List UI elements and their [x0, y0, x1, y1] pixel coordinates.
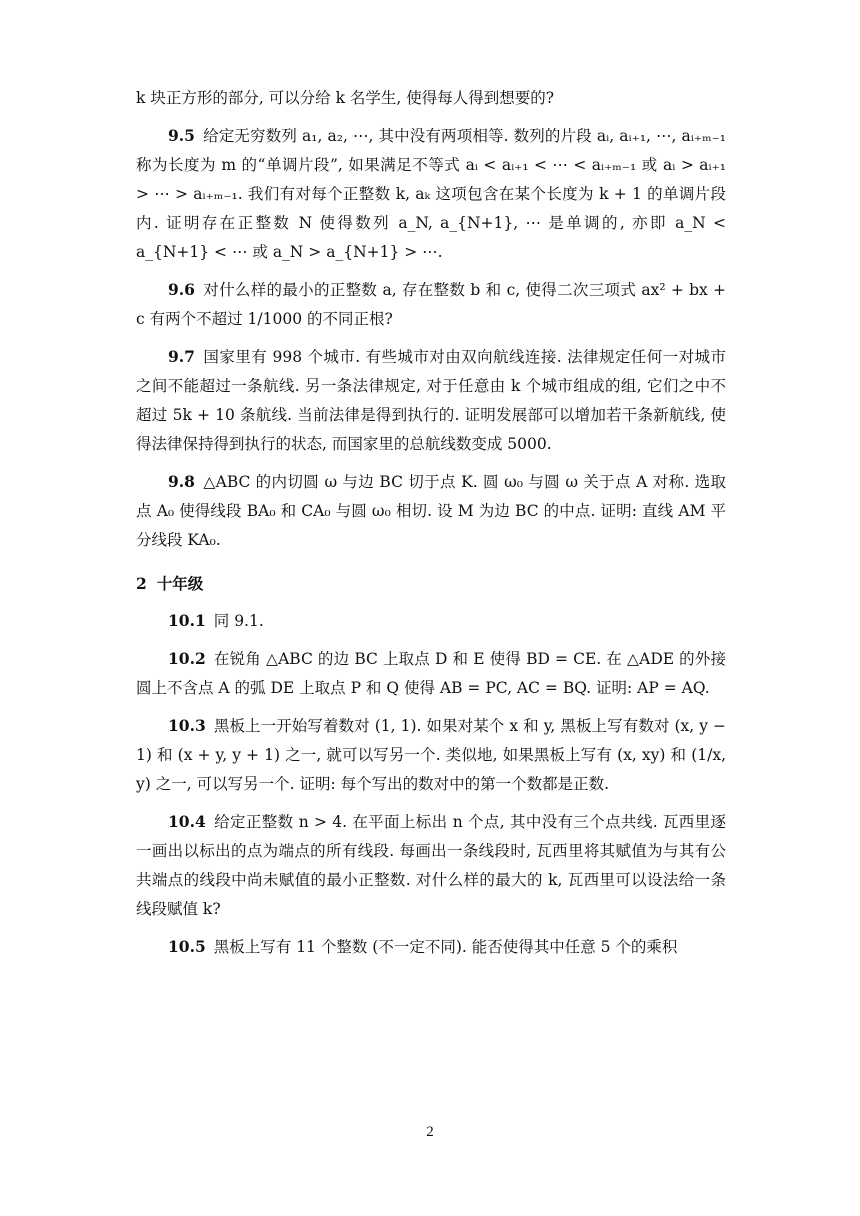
problem-text: 在锐角 △ABC 的边 BC 上取点 D 和 E 使得 BD = CE. 在 △ADE 的外接圆上不含点 A 的弧 DE 上取点 P 和 Q 使得 AB = PC, AC = BQ. 证明: AP = AQ.	[136, 650, 726, 697]
document-body	[136, 84, 726, 962]
problem-9-6	[136, 275, 726, 334]
problem-9-7	[136, 342, 726, 459]
problem-text: 对什么样的最小的正整数 a, 存在整数 b 和 c, 使得二次三项式 ax² + bx + c 有两个不超过 1/1000 的不同正根?	[136, 281, 726, 328]
section-number: 2	[136, 574, 147, 593]
problem-10-3	[136, 711, 726, 799]
page-number: 2	[426, 1124, 434, 1140]
problem-number: 9.5	[168, 126, 195, 145]
problem-text: 同 9.1.	[213, 612, 264, 630]
lead-text: k 块正方形的部分, 可以分给 k 名学生, 使得每人得到想要的?	[136, 89, 555, 107]
problem-number: 10.2	[168, 649, 206, 668]
problem-number: 10.3	[168, 716, 206, 735]
problem-text: 黑板上一开始写着数对 (1, 1). 如果对某个 x 和 y, 黑板上写有数对 (x, y − 1) 和 (x + y, y + 1) 之一, 就可以写另一个. 类似地, 如果黑板上写有 (x, xy) 和 (1/x, y) 之一, 可以写另一个. 证明: 每个写出的数对中的第一个数都是正数.	[136, 717, 726, 793]
problem-9-5	[136, 121, 726, 267]
problem-10-5	[136, 932, 726, 962]
problem-text: 国家里有 998 个城市. 有些城市对由双向航线连接. 法律规定任何一对城市之间不能超过一条航线. 另一条法律规定, 对于任意由 k 个城市组成的组, 它们之中不超过 5k + 10 条航线. 当前法律是得到执行的. 证明发展部可以增加若干条新航线, 使得法律保持得到执行的状态, 而国家里的总航线数变成 5000.	[136, 348, 726, 453]
problem-10-2	[136, 644, 726, 703]
problem-10-1	[136, 606, 726, 636]
problem-text: △ABC 的内切圆 ω 与边 BC 切于点 K. 圆 ω₀ 与圆 ω 关于点 A 对称. 选取点 A₀ 使得线段 BA₀ 和 CA₀ 与圆 ω₀ 相切. 设 M 为边 BC 的中点. 证明: 直线 AM 平分线段 KA₀.	[136, 473, 726, 549]
problem-text: 黑板上写有 11 个整数 (不一定不同). 能否使得其中任意 5 个的乘积	[213, 938, 678, 956]
problem-number: 9.6	[168, 280, 195, 299]
problem-text: 给定无穷数列 a₁, a₂, ⋯, 其中没有两项相等. 数列的片段 aᵢ, aᵢ₊₁, ⋯, aᵢ₊ₘ₋₁ 称为长度为 m 的“单调片段”, 如果满足不等式 aᵢ < aᵢ₊₁ < ⋯ < aᵢ₊ₘ₋₁ 或 aᵢ > aᵢ₊₁ > ⋯ > aᵢ₊ₘ₋₁. 我们有对每个正整数 k, aₖ 这项包含在某个长度为 k + 1 的单调片段内. 证明存在正整数 N 使得数列 a_N, a_{N+1}, ⋯ 是单调的, 亦即 a_N < a_{N+1} < ⋯ 或 a_N > a_{N+1} > ⋯.	[136, 127, 726, 261]
problem-number: 10.1	[168, 611, 206, 630]
problem-number: 9.8	[168, 472, 195, 491]
problem-text: 给定正整数 n > 4. 在平面上标出 n 个点, 其中没有三个点共线. 瓦西里逐一画出以标出的点为端点的所有线段. 每画出一条线段时, 瓦西里将其赋值为与其有公共端点的线段中尚未赋值的最小正整数. 对什么样的最大的 k, 瓦西里可以设法给一条线段赋值 k?	[136, 813, 726, 918]
problem-9-8	[136, 467, 726, 555]
problem-number: 10.4	[168, 812, 206, 831]
problem-10-4	[136, 807, 726, 924]
problem-number: 9.7	[168, 347, 195, 366]
problem-number: 10.5	[168, 937, 206, 956]
section-heading	[136, 569, 726, 598]
section-title: 十年级	[156, 574, 204, 593]
